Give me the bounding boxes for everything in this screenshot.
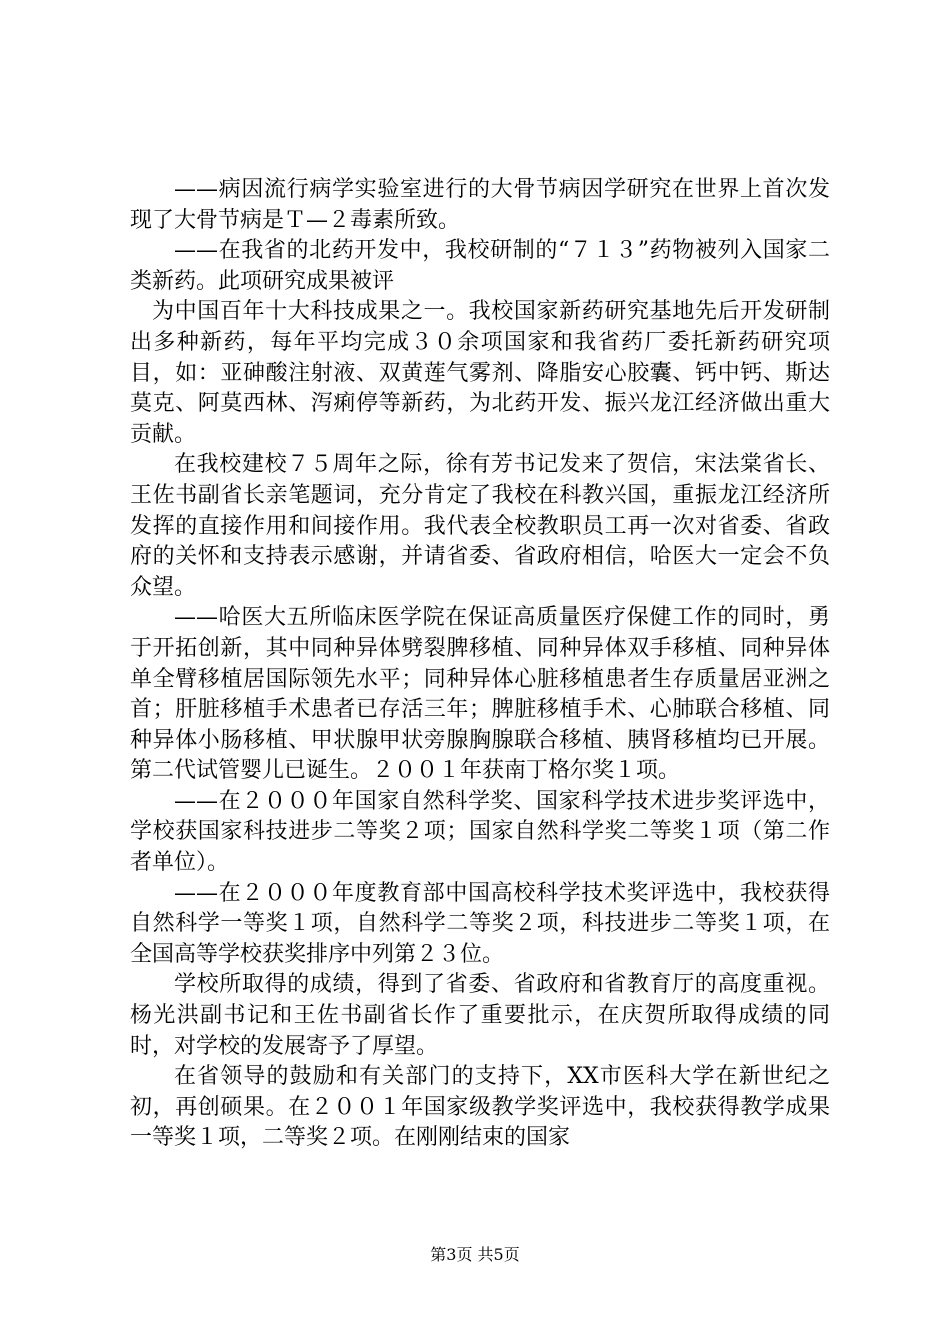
paragraph-ministry-awards: ——在２０００年度教育部中国高校科学技术奖评选中，我校获得自然科学一等奖１项，自然科学二等奖２项，科技进步二等奖１项，在全国高等学校获奖排序中列第２３位。 bbox=[130, 880, 830, 967]
paragraph-new-century: 在省领导的鼓励和有关部门的支持下，XX市医科大学在新世纪之初，再创硕果。在２００１年国家级教学奖评选中，我校获得教学成果一等奖１项，二等奖２项。在刚刚结束的国家 bbox=[130, 1064, 830, 1151]
paragraph-government-recognition: 学校所取得的成绩，得到了省委、省政府和省教育厅的高度重视。杨光洪副书记和王佐书副省长作了重要批示，在庆贺所取得成绩的同时，对学校的发展寄予了厚望。 bbox=[130, 972, 830, 1059]
page-number-footer: 第3页 共5页 bbox=[430, 1245, 520, 1264]
paragraph-disease-research: ——病因流行病学实验室进行的大骨节病因学研究在世界上首次发现了大骨节病是Ｔ—２毒素所致。 bbox=[130, 177, 830, 233]
document-body bbox=[130, 175, 830, 1154]
paragraph-clinical-colleges: ——哈医大五所临床医学院在保证高质量医疗保健工作的同时，勇于开拓创新，其中同种异体劈裂脾移植、同种异体双手移植、同种异体单全臂移植居国际领先水平；同种异体心脏移植患者生存质量居亚洲之首；肝脏移植手术患者已存活三年；脾脏移植手术、心肺联合移植、同种异体小肠移植、甲状腺甲状旁腺胸腺联合移植、胰肾移植均已开展。第二代试管婴儿已诞生。２００１年获南丁格尔奖１项。 bbox=[130, 605, 830, 784]
paragraph-north-medicine: ——在我省的北药开发中，我校研制的“７１３”药物被列入国家二类新药。此项研究成果被评 bbox=[130, 238, 830, 294]
paragraph-national-awards: ——在２０００年国家自然科学奖、国家科学技术进步奖评选中，学校获国家科技进步二等奖２项；国家自然科学奖二等奖１项（第二作者单位）。 bbox=[130, 788, 830, 876]
paragraph-anniversary: 在我校建校７５周年之际，徐有芳书记发来了贺信，宋法棠省长、王佐书副省长亲笔题词，充分肯定了我校在科教兴国，重振龙江经济所发挥的直接作用和间接作用。我代表全校教职员工再一次对省委、省政府的关怀和支持表示感谢，并请省委、省政府相信，哈医大一定会不负众望。 bbox=[130, 452, 830, 600]
paragraph-tech-achievements: 为中国百年十大科技成果之一。我校国家新药研究基地先后开发研制出多种新药，每年平均完成３０余项国家和我省药厂委托新药研究项目，如：亚砷酸注射液、双黄莲气雾剂、降脂安心胶囊、钙中钙、斯达莫克、阿莫西林、泻痢停等新药，为北药开发、振兴龙江经济做出重大贡献。 bbox=[130, 299, 830, 447]
